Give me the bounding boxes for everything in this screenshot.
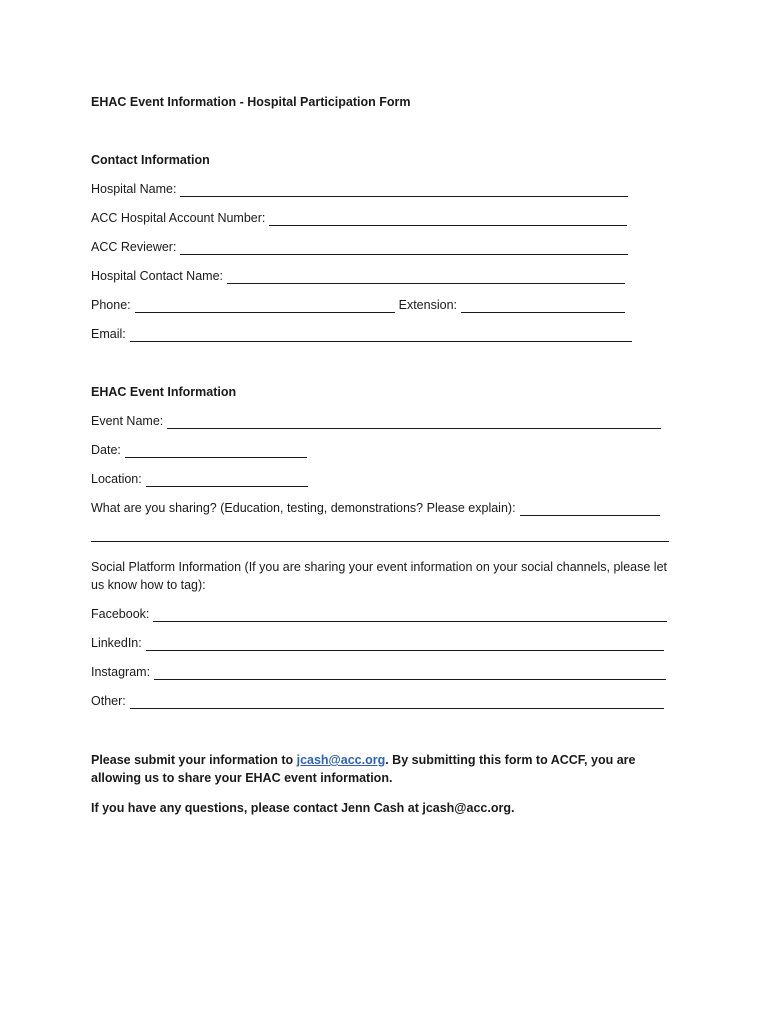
form-title: EHAC Event Information - Hospital Participation Form: [91, 95, 411, 109]
contact-name-field[interactable]: [91, 268, 625, 284]
account-number-field[interactable]: [91, 210, 627, 226]
reviewer-label: ACC Reviewer:: [91, 240, 177, 254]
submit-prefix: Please submit your information to: [91, 753, 297, 767]
linkedin-label: LinkedIn:: [91, 636, 142, 650]
event-name-label: Event Name:: [91, 414, 164, 428]
location-field[interactable]: [91, 471, 308, 487]
hospital-name-label: Hospital Name:: [91, 182, 177, 196]
contact-section-heading: Contact Information: [91, 153, 210, 167]
email-line[interactable]: [130, 329, 632, 342]
contact-name-line[interactable]: [227, 271, 625, 284]
sharing-field[interactable]: [91, 500, 660, 516]
instagram-label: Instagram:: [91, 665, 151, 679]
contact-name-label: Hospital Contact Name:: [91, 269, 224, 283]
social-intro: Social Platform Information (If you are sharing your event information on your social channels, please let us know how to tag):: [91, 560, 667, 592]
questions-notice: If you have any questions, please contact Jenn Cash at jcash@acc.org.: [91, 801, 515, 815]
other-line[interactable]: [130, 696, 664, 709]
submit-suffix: . By submitting this form to ACCF, you are allowing us to share your EHAC event information.: [91, 753, 636, 785]
linkedin-field[interactable]: [91, 635, 664, 651]
email-label: Email:: [91, 327, 126, 341]
location-line[interactable]: [146, 474, 308, 487]
phone-field[interactable]: [91, 297, 625, 313]
date-field[interactable]: [91, 442, 307, 458]
account-number-label: ACC Hospital Account Number:: [91, 211, 266, 225]
submit-email-link[interactable]: jcash@acc.org: [296, 753, 386, 767]
sharing-line[interactable]: [520, 503, 660, 516]
facebook-label: Facebook:: [91, 607, 150, 621]
account-number-line[interactable]: [269, 213, 627, 226]
extension-label: Extension:: [398, 298, 457, 312]
event-name-field[interactable]: [91, 413, 661, 429]
reviewer-line[interactable]: [180, 242, 628, 255]
event-name-line[interactable]: [167, 416, 661, 429]
sharing-continuation-field[interactable]: [91, 529, 669, 542]
other-label: Other:: [91, 694, 126, 708]
reviewer-field[interactable]: [91, 239, 628, 255]
date-line[interactable]: [125, 445, 307, 458]
other-field[interactable]: [91, 693, 664, 709]
email-field[interactable]: [91, 326, 632, 342]
sharing-continuation-line[interactable]: [91, 529, 669, 542]
submit-notice: [91, 751, 681, 787]
facebook-line[interactable]: [153, 609, 667, 622]
facebook-field[interactable]: [91, 606, 667, 622]
instagram-line[interactable]: [154, 667, 666, 680]
date-label: Date:: [91, 443, 121, 457]
hospital-name-field[interactable]: [91, 181, 628, 197]
phone-label: Phone:: [91, 298, 131, 312]
extension-line[interactable]: [461, 300, 625, 313]
linkedin-line[interactable]: [146, 638, 664, 651]
phone-line[interactable]: [135, 300, 395, 313]
sharing-label: What are you sharing? (Education, testing, demonstrations? Please explain):: [91, 501, 516, 515]
location-label: Location:: [91, 472, 142, 486]
instagram-field[interactable]: [91, 664, 666, 680]
hospital-name-line[interactable]: [180, 184, 628, 197]
event-section-heading: EHAC Event Information: [91, 385, 237, 399]
